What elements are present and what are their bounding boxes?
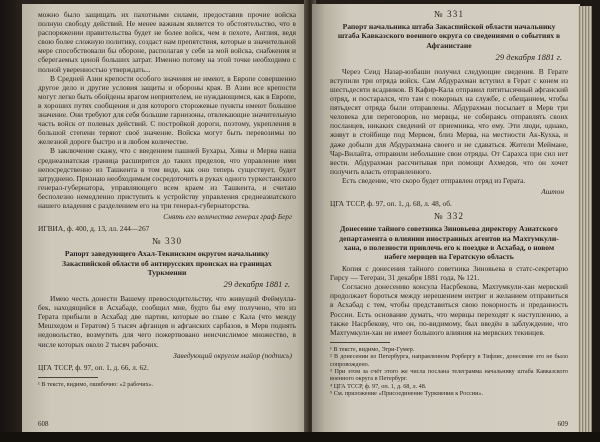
left-text-column — [38, 10, 296, 388]
page-number-right: 609 — [557, 420, 568, 428]
document-body: Имею честь донести Вашему превосходительству, что живущий Феймулла-бек, находящийся в Асхабаде, сообщил мне, будто бы ему получено, что из Герата прибыли в Асхабад две партии, которые во главе с Кала (что между Мешхедом и Гератом) 5 тысяч афганцев и афганских сарбазов, в Мерв поднять недовольство, возмутить для чего пожертвовано неисчислимое множество, в числе которых около 2 тысяч рабочих. — [38, 294, 296, 349]
document-signature: Заведующий округом майор (подпись) — [173, 350, 292, 360]
page-edges — [578, 6, 592, 432]
left-page — [22, 4, 308, 434]
document-body: Согласно донесению консула Насрбекова, Махтумкули-хан мервский продолжает бороться между нерешением интриг и желанием отправиться в Асхабад с тем, чтобы представиться свою покорность и преданность России. Есть основание думать, что мервцы переходят к наступлению, а также Насрбекову, что он, по-видимому, был введён в заблуждение, что Махтумкули-хан не имеет большого влияния на мервских текинцев. — [330, 282, 568, 337]
document-body: Есть сведение, что скоро будет отправлен отряд из Герата. — [342, 175, 526, 185]
book-bottom-edge — [0, 432, 600, 442]
footnote: ⁵ См. приложение «Присоединение Туркмении к России». — [330, 390, 484, 398]
document-title: Рапорт начальника штаба Закаспийской области начальнику штаба Кавказского военного округа со сведениями о событиях в Афганистане — [337, 22, 561, 50]
right-text-column — [330, 8, 568, 398]
document-source: ЦГА ТССР, ф. 97, оп. 1, д. 68, л. 48, об. — [330, 199, 452, 209]
document-title: Донесение тайного советника Зиновьева директору Азиатского департамента о влиянии иностранных агентов на Махтумкули-хана, о полезности привлечь его к поездке в Асхабад, о новом набеге мервцев на Гератскую область — [339, 224, 559, 261]
document-title: Рапорт заведующего Ахал-Текинским округом начальнику Закаспийской области об антирусских происках на границах Туркмении — [62, 249, 272, 277]
document-date: 29 декабря 1881 г. — [495, 51, 562, 62]
document-source: ЦГА ТССР, ф. 97, оп. 1, д. 66, л. 62. — [38, 362, 149, 372]
document-number: № 332 — [433, 211, 465, 222]
document-number: № 331 — [433, 9, 465, 19]
footnote: ³ При этом за счёт этого же числа послана телеграмма начальнику штаба Кавказского военного округа в Петербург. — [330, 368, 568, 383]
document-date: 29 декабря 1881 г. — [223, 278, 290, 289]
document-number: № 330 — [151, 236, 183, 247]
footnote: ² В донесении из Петербурга, направленном Рорбергу в Тифлис, донесение это не было сопровождено. — [330, 353, 568, 368]
continuation-signature: Снять его величества генерал граф Берг — [163, 212, 292, 222]
footnote: ¹ В тексте, видимо, Эгри-Гумер. — [330, 345, 415, 353]
right-page — [312, 4, 580, 434]
footnote-rule — [38, 377, 98, 378]
footnote: ⁴ ЦГА ТССР, ф. 97, оп. 1, д. 68, л. 48. — [330, 382, 427, 390]
footnote-rule — [330, 342, 390, 343]
continuation-paragraph: В заключение скажу, что с введением пашней Бухары, Хивы и Мерва наша среднеазиатская граница расширится до таких пределов, что управление ими непосредственно из Ташкента в том виде, как оно теперь существует, будет затруднено. Признаю необходимым сосредоточить в руках одного туркестанского генерал-губернатора, управляющего всем краем из Ташкента, и считаю бесполезно немедленно приступить к устройству управления среднеазиатского нашего владения с разделением его на три генерал-губернаторства. — [38, 146, 296, 210]
document-body: Копия с донесения тайного советника Зиновьева в статс-секретарю Гирсу — Тегеран, 31 декабря 1881 года, № 121. — [330, 264, 568, 283]
document-signature: Аштон — [541, 187, 564, 197]
document-body: Через Сеид Назар-юзбаши получил следующие сведения. В Герате вступили три отряда войск. Сам Абдурахман вступил в Герат с конем из шестьдесяти всадников. В Кафир-Кала отправил пятитысячный афганский отряд, и постарался, что там с покорных на службе, с обещанием, чтобы пятьдесят отряда были отправлены. Абдурахман посылает в Мерв три человека для переговоров, но мервцы, не собираясь отправлять своих посланцев, никаких сведений от приемника, что ему. Эти люди, однако, живут в стойбище под Мервом, близ Мерва, на местности Ак-Кухка, и даже добыли для Абдурахмана своего и не сдаваться. Жители Меймане, Чар-Вилайта, отправили небольшие свои отряды. От Сарахса при сил нет вести. Абдурахман рассчитывая при помощи Ахмедов, что он хочет получить власть отправленного. — [330, 66, 568, 176]
continuation-paragraph: можно было защищать их пахотными силами, предоставив прочие войска полную свободу действий. Не менее важным является то обстоятельство, что в распоряжении правительства будет не более войск, чем в пехоте, Англия, ведя свою более сложную политику, создаст нам препятствия, которые в значительной мере способствовали бы обороне, располагая у себя за мой войска, снабжения и сберегаемых ценой больших затрат. Именно потому на этой точке необходимо с полной уверенностью утверждать... — [38, 10, 296, 74]
continuation-source: ИГВИА, ф. 400, д. 13, лл. 244—267 — [38, 224, 150, 234]
page-number-left: 608 — [38, 420, 49, 428]
continuation-paragraph: В Средней Азии крепости особого значения не имеют, в Европе совершенно другое дело и другие условия защиты и обороны края. В Азии все крепости могут легко быть обойдены врагом неприятелем, не нуждающимся, как в Европе, в хороших путях сообщения и для которого сторожевые пункты имеют большое значение. Они требуют для себя большие гарнизоны, отвлекающие значительную часть войск от полевых действий. С постройкой дороги, поэтому, укрепления в большой степени теряют своё значение. Войска могут быть перевозимы по железной дороге быстро и в любом количестве. — [38, 73, 296, 147]
footnote: ¹ В тексте, видимо, ошибочно: «2 рабочих». — [38, 380, 154, 388]
